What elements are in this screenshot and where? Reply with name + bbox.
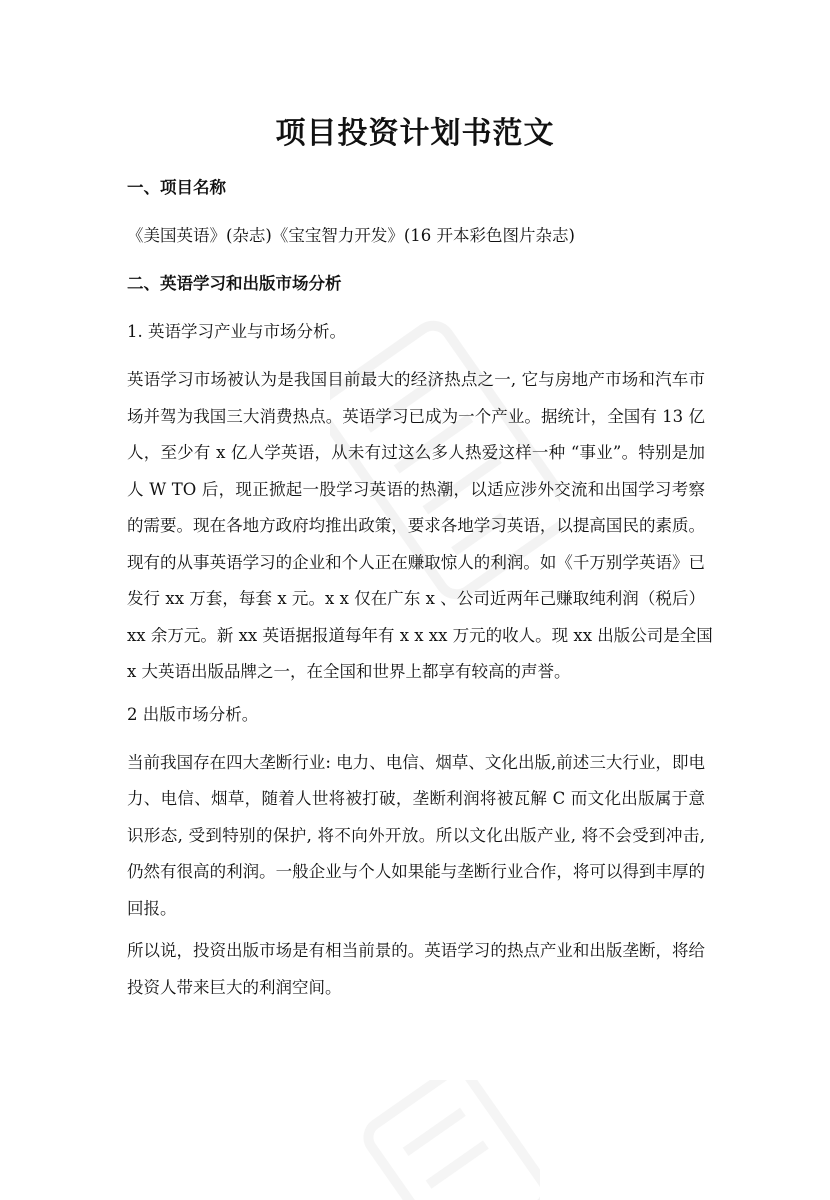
paragraph-publishing-market — [127, 745, 705, 928]
paragraph-english-market — [127, 362, 713, 691]
text-line: 投资人带来巨大的利润空间。 — [127, 977, 342, 997]
section-heading-project-name: 一、项目名称 — [127, 178, 226, 197]
section-heading-market-analysis: 二、英语学习和出版市场分析 — [127, 274, 342, 293]
document-title: 项目投资计划书范文 — [275, 116, 555, 151]
watermark-logo-bottom — [340, 1080, 540, 1200]
document-body — [127, 170, 713, 1012]
text-line: x 大英语出版品牌之一，在全国和世界上都享有较高的声誉。 — [127, 662, 571, 681]
text-line: 现有的从事英语学习的企业和个人正在赚取惊人的利润。如《千万别学英语》已 — [127, 552, 705, 572]
subheading-publishing-market: 2 出版市场分析。 — [127, 704, 259, 724]
text-line: 场并驾为我国三大消费热点。英语学习已成为一个产业。据统计，全国有 13 亿 — [127, 406, 705, 426]
text-line: 识形态, 受到特别的保护, 将不向外开放。所以文化出版产业, 将不会受到冲击, — [127, 825, 705, 845]
subheading-english-market: 1. 英语学习产业与市场分析。 — [127, 322, 346, 341]
paragraph-conclusion — [127, 933, 705, 1006]
text-line: 当前我国存在四大垄断行业: 电力、电信、烟草、文化出版,前述三大行业，即电 — [127, 752, 705, 772]
text-line: 人，至少有 x 亿人学英语，从未有过这么多人热爱这样一种 “事业”。特别是加 — [127, 443, 705, 462]
project-name-text: 《美国英语》(杂志)《宝宝智力开发》(16 开本彩色图片杂志) — [127, 226, 575, 245]
text-line: 英语学习市场被认为是我国目前最大的经济热点之一, 它与房地产市场和汽车市 — [127, 370, 705, 389]
text-line: 仍然有很高的利润。一般企业与个人如果能与垄断行业合作，将可以得到丰厚的 — [127, 862, 705, 881]
text-line: 人 W TO 后，现正掀起一股学习英语的热潮，以适应涉外交流和出国学习考察 — [127, 479, 705, 499]
text-line: xx 余万元。新 xx 英语据报道每年有 x x xx 万元的收人。现 xx 出版公司是全国 — [127, 625, 713, 645]
text-line: 力、电信、烟草，随着人世将被打破，垄断利润将被瓦解 C 而文化出版属于意 — [127, 789, 705, 808]
text-line: 回报。 — [127, 898, 177, 918]
text-line: 发行 xx 万套，每套 x 元。x x 仅在广东 x 、公司近两年己赚取纯利润（税后） — [127, 589, 705, 608]
text-line: 所以说，投资出版市场是有相当前景的。英语学习的热点产业和出版垄断，将给 — [127, 941, 705, 960]
text-line: 的需要。现在各地方政府均推出政策，要求各地学习英语，以提高国民的素质。 — [127, 516, 705, 535]
